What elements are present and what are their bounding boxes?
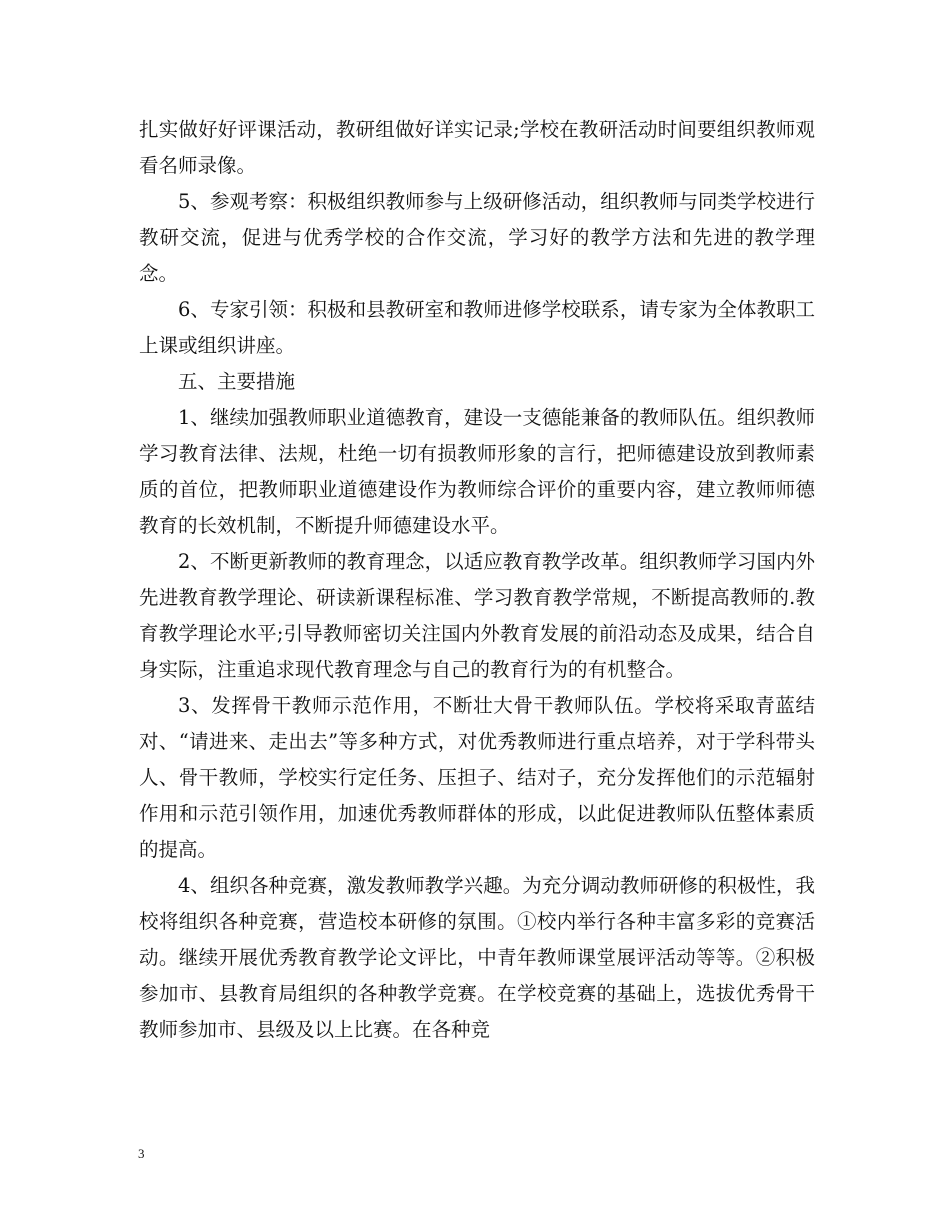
paragraph-measure-2: 2、不断更新教师的教育理念，以适应教育教学改革。组织教师学习国内外先进教育教学理论、研读新课程标准、学习教育教学常规，不断提高教师的.教育教学理论水平;引导教师密切关注国内外教育发展的前沿动态及成果，结合自身实际，注重追求现代教育理念与自己的教育行为的有机整合。 [139, 550, 815, 681]
section-heading: 五、主要措施 [178, 370, 296, 393]
paragraph-measure-3: 3、发挥骨干教师示范作用，不断壮大骨干教师队伍。学校将采取青蓝结对、“请进来、走出去”等多种方式，对优秀教师进行重点培养，对于学科带头人、骨干教师，学校实行定任务、压担子、结对子，充分发挥他们的示范辐射作用和示范引领作用，加速优秀教师群体的形成，以此促进教师队伍整体素质的提高。 [139, 694, 815, 861]
paragraph-measure-1: 1、继续加强教师职业道德教育，建设一支德能兼备的教师队伍。组织教师学习教育法律、法规，杜绝一切有损教师形象的言行，把师德建设放到教师素质的首位，把教师职业道德建设作为教师综合评价的重要内容，建立教师师德教育的长效机制，不断提升师德建设水平。 [139, 406, 815, 537]
paragraph-item-5: 5、参观考察：积极组织教师参与上级研修活动，组织教师与同类学校进行教研交流，促进与优秀学校的合作交流，学习好的教学方法和先进的教学理念。 [139, 190, 815, 285]
paragraph-item-6: 6、专家引领：积极和县教研室和教师进修学校联系，请专家为全体教职工上课或组织讲座。 [139, 298, 815, 357]
document-body [139, 112, 815, 1048]
paragraph-measure-4: 4、组织各种竞赛，激发教师教学兴趣。为充分调动教师研修的积极性，我校将组织各种竞赛，营造校本研修的氛围。①校内举行各种丰富多彩的竞赛活动。继续开展优秀教育教学论文评比，中青年教师课堂展评活动等等。②积极参加市、县教育局组织的各种教学竞赛。在学校竞赛的基础上，选拔优秀骨干教师参加市、县级及以上比赛。在各种竞 [139, 874, 815, 1041]
paragraph-continuation: 扎实做好好评课活动，教研组做好详实记录;学校在教研活动时间要组织教师观看名师录像。 [139, 118, 815, 177]
page-number: 3 [138, 1146, 145, 1161]
